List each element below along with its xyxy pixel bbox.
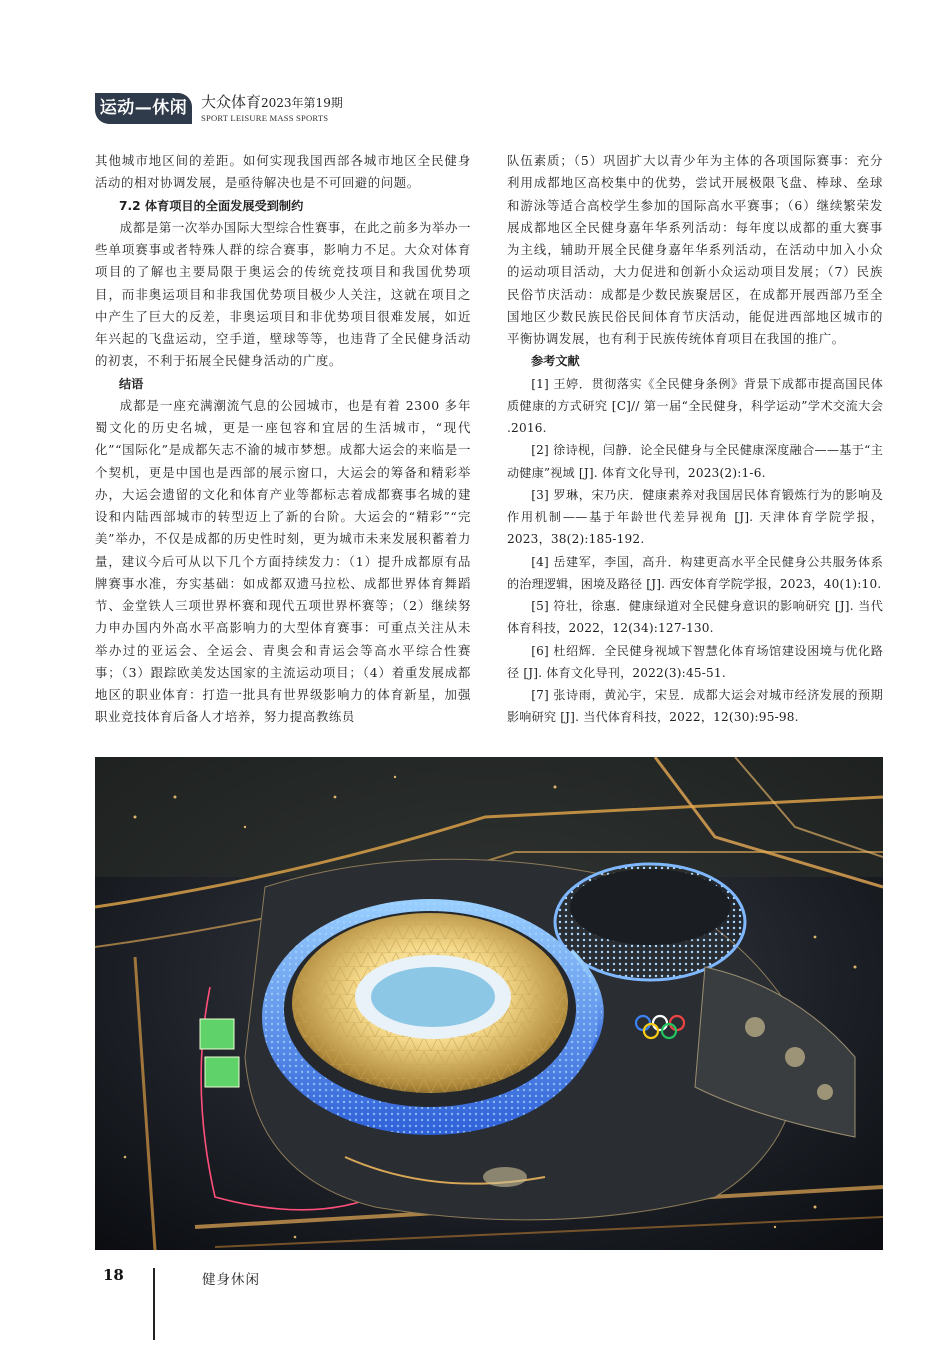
paragraph: 队伍素质；（5）巩固扩大以青少年为主体的各项国际赛事：充分利用成都地区高校集中的优势，尝试开展极限飞盘、棒球、垒球和游泳等适合高校学生参加的国际高水平赛事；（6）继续繁荣发展成都地区全民健身嘉年华系列活动：每年度以成都的重大赛事为主线，辅助开展全民健身嘉年华系列活动，在活动中加入小众的运动项目活动，大力促进和创新小众运动项目发展；（7）民族民俗节庆活动：成都是少数民族聚居区，在成都开展西部乃至全国地区少数民族民俗民间体育节庆活动，能促进西部地区城市的平衡协调发展，也有利于民族传统体育项目在我国的推广。 xyxy=(507,153,883,346)
magazine-subtitle: SPORT LEISURE MASS SPORTS xyxy=(201,113,329,123)
issue-label: 2023年第19期 xyxy=(261,96,343,110)
reference-item: [4] 岳建军，李国，高升．构建更高水平全民健身公共服务体系的治理逻辑，困境及路径 [J]. 西安体育学院学报，2023，40(1):10. xyxy=(507,554,883,591)
section-badge: 运动—休闲 xyxy=(95,93,192,124)
reference-item: [7] 张诗雨，黄沁宇，宋昱．成都大运会对城市经济发展的预期影响研究 [J]. 当代体育科技，2022，12(30):95-98. xyxy=(507,688,883,725)
reference-item: [2] 徐诗枧，闫静．论全民健身与全民健康深度融合——基于“主动健康”视域 [J]. 体育文化导刊，2023(2):1-6. xyxy=(507,443,883,480)
footer-divider xyxy=(153,1268,155,1340)
left-column xyxy=(95,150,471,729)
references-heading: 参考文献 xyxy=(531,354,580,369)
paragraph: 成都是一座充满潮流气息的公园城市，也是有着 2300 多年蜀文化的历史名城，更是一座包容和宜居的生活城市，“现代化”“国际化”是成都矢志不渝的城市梦想。成都大运会的来临是一个契机，更是中国也是西部的展示窗口，大运会的筹备和精彩举办，大运会遗留的文化和体育产业等都标志着成都赛事名城的建设和内陆西部城市的转型迈上了新的台阶。大运会的“精彩”“完美”举办，不仅是成都的历史性时刻，更为城市未来发展积蓄着力量，建议今后可从以下几个方面持续发力：（1）提升成都原有品牌赛事水准，夯实基础：如成都双遗马拉松、成都世界体育舞蹈节、金堂铁人三项世界杯赛和现代五项世界杯赛等；（2）继续努力申办国内外高水平高影响力的大型体育赛事：可重点关注从未举办过的亚运会、全运会、青奥会和青运会等高水平综合性赛事；（3）跟踪欧美发达国家的主流运动项目；（4）着重发展成都地区的职业体育：打造一批具有世界级影响力的体育新星，加强职业竞技体育后备人才培养，努力提高教练员 xyxy=(95,397,471,725)
reference-item: [5] 符壮，徐惠．健康绿道对全民健身意识的影响研究 [J]. 当代体育科技，2022，12(34):127-130. xyxy=(507,599,883,636)
conclusion-heading: 结语 xyxy=(119,376,144,391)
section-heading: 7.2 体育项目的全面发展受到制约 xyxy=(119,198,304,213)
reference-item: [1] 王婷．贯彻落实《全民健身条例》背景下成都市提高国民体质健康的方式研究 [C]// 第一届“全民健身，科学运动”学术交流大会 .2016. xyxy=(507,376,883,435)
stadium-photo xyxy=(95,757,883,1250)
stadium-illustration xyxy=(95,757,883,1250)
right-column xyxy=(507,150,883,729)
page-number: 18 xyxy=(103,1266,124,1284)
reference-item: [6] 杜绍辉．全民健身视域下智慧化体育场馆建设困境与优化路径 [J]. 体育文化导刊，2022(3):45-51. xyxy=(507,643,883,680)
footer-section-label: 健身休闲 xyxy=(202,1272,260,1288)
paragraph: 其他城市地区间的差距。如何实现我国西部各城市地区全民健身活动的相对协调发展，是亟待解决也是不可回避的问题。 xyxy=(95,153,471,191)
page-header xyxy=(95,93,515,125)
reference-item: [3] 罗琳，宋乃庆．健康素养对我国居民体育锻炼行为的影响及作用机制——基于年龄世代差异视角 [J]. 天津体育学院学报，2023，38(2):185-192. xyxy=(507,487,883,547)
magazine-name: 大众体育 xyxy=(201,93,262,111)
paragraph: 成都是第一次举办国际大型综合性赛事，在此之前多为举办一些单项赛事或者特殊人群的综合赛事，影响力不足。大众对体育项目的了解也主要局限于奥运会的传统竞技项目和我国优势项目，而非奥运项目和非我国优势项目极少人关注，这就在项目之中产生了巨大的反差，非奥运项目和非优势项目很难发展，如近年兴起的飞盘运动，空手道，壁球等等，也违背了全民健身活动的初衷，不利于拓展全民健身活动的广度。 xyxy=(95,219,471,369)
magazine-title xyxy=(201,93,343,112)
